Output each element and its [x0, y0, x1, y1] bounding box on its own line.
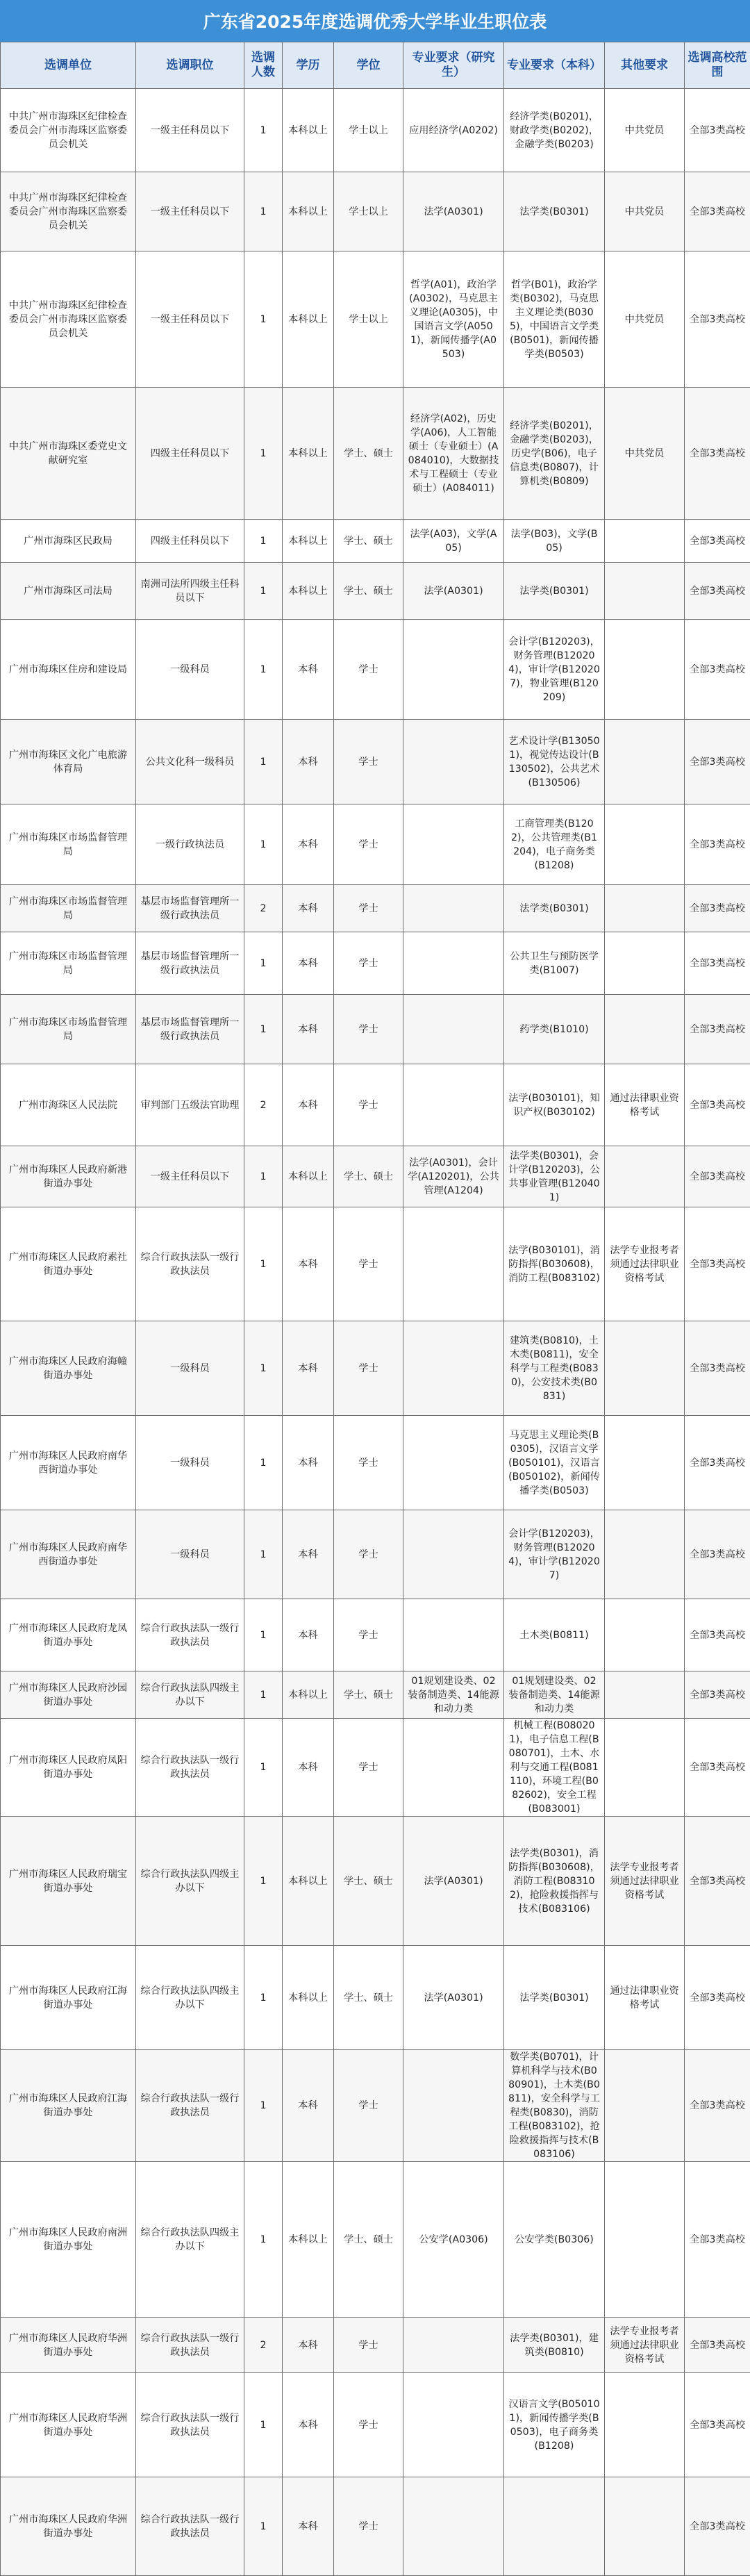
cell-count: 1 — [244, 1671, 283, 1719]
cell-count: 1 — [244, 520, 283, 563]
cell-major-undergrad: 土木类(B0811) — [504, 1599, 605, 1671]
table-row — [1, 1946, 750, 2050]
cell-major-grad: 法学(A0301) — [403, 563, 504, 620]
cell-degree: 学士 — [334, 2373, 403, 2477]
table-row — [1, 388, 750, 520]
cell-unit: 广州市海珠区人民政府江海街道办事处 — [1, 2050, 136, 2162]
cell-position: 综合行政执法队一级行政执法员 — [136, 2477, 244, 2576]
cell-position: 基层市场监督管理所一级行政执法员 — [136, 932, 244, 995]
cell-education: 本科以上 — [283, 388, 334, 520]
cell-major-grad — [403, 2318, 504, 2373]
cell-degree: 学士、硕士 — [334, 2162, 403, 2318]
cell-major-undergrad: 01规划建设类、02装备制造类、14能源和动力类 — [504, 1671, 605, 1719]
cell-other: 法学专业报考者须通过法律职业资格考试 — [605, 2318, 685, 2373]
cell-major-undergrad: 机械工程(B080201)，电子信息工程(B080701)，土木、水利与交通工程(B081110)，环境工程(B082602)，安全工程(B083001) — [504, 1719, 605, 1817]
cell-major-grad — [403, 2050, 504, 2162]
cell-unit: 广州市海珠区市场监督管理局 — [1, 932, 136, 995]
cell-degree: 学士 — [334, 720, 403, 804]
cell-scope: 全部3类高校 — [685, 89, 750, 172]
cell-position: 基层市场监督管理所一级行政执法员 — [136, 995, 244, 1064]
cell-count: 1 — [244, 620, 283, 720]
cell-degree: 学士、硕士 — [334, 563, 403, 620]
table-row — [1, 932, 750, 995]
cell-count: 1 — [244, 2050, 283, 2162]
cell-scope: 全部3类高校 — [685, 1817, 750, 1946]
cell-degree: 学士、硕士 — [334, 1146, 403, 1207]
cell-major-grad: 01规划建设类、02装备制造类、14能源和动力类 — [403, 1671, 504, 1719]
cell-degree: 学士 — [334, 1207, 403, 1321]
cell-other — [605, 932, 685, 995]
cell-scope: 全部3类高校 — [685, 520, 750, 563]
cell-other — [605, 1510, 685, 1599]
header-education: 学历 — [283, 42, 334, 89]
cell-major-undergrad: 工商管理类(B1202)，公共管理类(B1204)，电子商务类(B1208) — [504, 804, 605, 885]
cell-unit: 广州市海珠区人民法院 — [1, 1064, 136, 1146]
cell-count: 1 — [244, 804, 283, 885]
cell-major-grad — [403, 1207, 504, 1321]
cell-position: 综合行政执法队四级主办以下 — [136, 1946, 244, 2050]
cell-degree: 学士、硕士 — [334, 520, 403, 563]
cell-major-undergrad: 法学类(B0301)，会计学(B120203)，公共事业管理(B120401) — [504, 1146, 605, 1207]
cell-scope: 全部3类高校 — [685, 563, 750, 620]
positions-table — [0, 42, 750, 2576]
cell-major-undergrad: 公共卫生与预防医学类(B1007) — [504, 932, 605, 995]
cell-scope: 全部3类高校 — [685, 1671, 750, 1719]
cell-major-grad: 公安学(A0306) — [403, 2162, 504, 2318]
cell-other — [605, 1599, 685, 1671]
cell-degree: 学士、硕士 — [334, 1817, 403, 1946]
header-count: 选调人数 — [244, 42, 283, 89]
cell-other — [605, 2162, 685, 2318]
cell-unit: 广州市海珠区市场监督管理局 — [1, 995, 136, 1064]
header-other: 其他要求 — [605, 42, 685, 89]
cell-major-grad — [403, 995, 504, 1064]
cell-count: 1 — [244, 388, 283, 520]
table-row — [1, 620, 750, 720]
cell-degree: 学士 — [334, 1599, 403, 1671]
cell-major-undergrad: 会计学(B120203)，财务管理(B120204)，审计学(B120207) — [504, 1510, 605, 1599]
cell-major-grad — [403, 1510, 504, 1599]
table-row — [1, 1671, 750, 1719]
cell-education: 本科 — [283, 1064, 334, 1146]
cell-unit: 广州市海珠区人民政府江海街道办事处 — [1, 1946, 136, 2050]
cell-count: 1 — [244, 1510, 283, 1599]
table-row — [1, 1146, 750, 1207]
cell-scope: 全部3类高校 — [685, 1416, 750, 1510]
cell-education: 本科 — [283, 804, 334, 885]
cell-position: 一级主任科员以下 — [136, 251, 244, 388]
cell-other — [605, 2373, 685, 2477]
cell-major-undergrad: 法学类(B0301)，建筑类(B0810) — [504, 2318, 605, 2373]
cell-position: 一级主任科员以下 — [136, 89, 244, 172]
cell-scope: 全部3类高校 — [685, 1207, 750, 1321]
cell-unit: 广州市海珠区司法局 — [1, 563, 136, 620]
cell-count: 1 — [244, 251, 283, 388]
cell-education: 本科 — [283, 1207, 334, 1321]
cell-major-grad — [403, 1416, 504, 1510]
cell-position: 南洲司法所四级主任科员以下 — [136, 563, 244, 620]
cell-other — [605, 720, 685, 804]
cell-major-undergrad: 法学(B030101)，消防指挥(B030608)，消防工程(B083102) — [504, 1207, 605, 1321]
cell-major-grad: 法学(A03)，文学(A05) — [403, 520, 504, 563]
cell-scope: 全部3类高校 — [685, 804, 750, 885]
cell-other — [605, 620, 685, 720]
cell-count: 1 — [244, 1719, 283, 1817]
cell-degree: 学士 — [334, 2318, 403, 2373]
cell-position: 综合行政执法队一级行政执法员 — [136, 1207, 244, 1321]
cell-major-undergrad: 药学类(B1010) — [504, 995, 605, 1064]
cell-position: 四级主任科员以下 — [136, 520, 244, 563]
table-row — [1, 172, 750, 251]
cell-count: 1 — [244, 2477, 283, 2576]
cell-other: 中共党员 — [605, 172, 685, 251]
cell-scope: 全部3类高校 — [685, 2373, 750, 2477]
cell-other — [605, 1146, 685, 1207]
cell-position: 一级主任科员以下 — [136, 172, 244, 251]
cell-major-undergrad: 法学类(B0301) — [504, 885, 605, 932]
cell-scope: 全部3类高校 — [685, 885, 750, 932]
cell-scope: 全部3类高校 — [685, 995, 750, 1064]
cell-other — [605, 563, 685, 620]
table-row — [1, 251, 750, 388]
cell-major-undergrad: 建筑类(B0810)，土木类(B0811)，安全科学与工程类(B0830)，公安技术类(B0831) — [504, 1321, 605, 1416]
cell-major-undergrad: 哲学(B01)，政治学类(B0302)，马克思主义理论类(B0305)，中国语言文学类(B0501)，新闻传播学类(B0503) — [504, 251, 605, 388]
cell-position: 一级科员 — [136, 1510, 244, 1599]
cell-position: 综合行政执法队一级行政执法员 — [136, 2318, 244, 2373]
cell-major-grad: 经济学(A02)，历史学(A06)，人工智能硕士（专业硕士）(A084010)，大数据技术与工程硕士（专业硕士）(A084011) — [403, 388, 504, 520]
cell-major-undergrad — [504, 2477, 605, 2576]
header-position: 选调职位 — [136, 42, 244, 89]
table-row — [1, 1064, 750, 1146]
cell-scope: 全部3类高校 — [685, 2050, 750, 2162]
cell-education: 本科以上 — [283, 563, 334, 620]
cell-count: 2 — [244, 2318, 283, 2373]
cell-other — [605, 995, 685, 1064]
cell-count: 1 — [244, 2373, 283, 2477]
cell-major-grad — [403, 1064, 504, 1146]
header-unit: 选调单位 — [1, 42, 136, 89]
cell-major-undergrad: 法学类(B0301) — [504, 172, 605, 251]
cell-count: 1 — [244, 1599, 283, 1671]
cell-scope: 全部3类高校 — [685, 1064, 750, 1146]
cell-major-grad — [403, 885, 504, 932]
cell-count: 1 — [244, 995, 283, 1064]
cell-other — [605, 520, 685, 563]
cell-unit: 广州市海珠区民政局 — [1, 520, 136, 563]
cell-education: 本科 — [283, 1599, 334, 1671]
cell-degree: 学士 — [334, 1416, 403, 1510]
cell-education: 本科 — [283, 885, 334, 932]
cell-major-grad: 哲学(A01)，政治学(A0302)，马克思主义理论(A0305)，中国语言文学(A0501)，新闻传播学(A0503) — [403, 251, 504, 388]
cell-unit: 中共广州市海珠区委党史文献研究室 — [1, 388, 136, 520]
cell-unit: 广州市海珠区市场监督管理局 — [1, 804, 136, 885]
cell-scope: 全部3类高校 — [685, 388, 750, 520]
cell-other: 法学专业报考者须通过法律职业资格考试 — [605, 1207, 685, 1321]
cell-education: 本科以上 — [283, 1671, 334, 1719]
cell-unit: 广州市海珠区人民政府瑞宝街道办事处 — [1, 1817, 136, 1946]
cell-unit: 中共广州市海珠区纪律检查委员会广州市海珠区监察委员会机关 — [1, 89, 136, 172]
cell-degree: 学士以上 — [334, 251, 403, 388]
cell-position: 一级科员 — [136, 620, 244, 720]
cell-scope: 全部3类高校 — [685, 1599, 750, 1671]
cell-scope: 全部3类高校 — [685, 2477, 750, 2576]
table-header-row — [1, 42, 750, 89]
header-major-grad: 专业要求（研究生） — [403, 42, 504, 89]
cell-scope: 全部3类高校 — [685, 1719, 750, 1817]
cell-education: 本科 — [283, 932, 334, 995]
cell-major-grad — [403, 804, 504, 885]
cell-education: 本科 — [283, 995, 334, 1064]
cell-education: 本科 — [283, 2318, 334, 2373]
cell-education: 本科 — [283, 2050, 334, 2162]
cell-other: 通过法律职业资格考试 — [605, 1064, 685, 1146]
cell-other — [605, 2050, 685, 2162]
cell-degree: 学士以上 — [334, 89, 403, 172]
cell-degree: 学士 — [334, 995, 403, 1064]
cell-unit: 广州市海珠区人民政府南洲街道办事处 — [1, 2162, 136, 2318]
cell-unit: 广州市海珠区人民政府新港街道办事处 — [1, 1146, 136, 1207]
cell-position: 一级科员 — [136, 1321, 244, 1416]
cell-position: 一级主任科员以下 — [136, 1146, 244, 1207]
cell-other: 中共党员 — [605, 388, 685, 520]
cell-major-grad: 法学(A0301) — [403, 172, 504, 251]
cell-education: 本科 — [283, 720, 334, 804]
cell-major-undergrad: 法学类(B0301) — [504, 1946, 605, 2050]
cell-degree: 学士 — [334, 1064, 403, 1146]
cell-other — [605, 2477, 685, 2576]
cell-major-undergrad: 法学(B03)，文学(B05) — [504, 520, 605, 563]
cell-other — [605, 1719, 685, 1817]
cell-other — [605, 1671, 685, 1719]
cell-major-undergrad: 汉语言文学(B050101)，新闻传播学类(B0503)，电子商务类(B1208) — [504, 2373, 605, 2477]
cell-scope: 全部3类高校 — [685, 251, 750, 388]
table-row — [1, 720, 750, 804]
cell-major-undergrad: 法学类(B0301)，消防指挥(B030608)，消防工程(B083102)，抢险救援指挥与技术(B083106) — [504, 1817, 605, 1946]
cell-major-undergrad: 会计学(B120203)，财务管理(B120204)，审计学(B120207)，物业管理(B120209) — [504, 620, 605, 720]
cell-position: 基层市场监督管理所一级行政执法员 — [136, 885, 244, 932]
cell-degree: 学士 — [334, 885, 403, 932]
cell-unit: 广州市海珠区人民政府南华西街道办事处 — [1, 1416, 136, 1510]
cell-unit: 广州市海珠区人民政府华洲街道办事处 — [1, 2477, 136, 2576]
cell-other: 中共党员 — [605, 89, 685, 172]
cell-count: 1 — [244, 1146, 283, 1207]
cell-position: 四级主任科员以下 — [136, 388, 244, 520]
cell-position: 综合行政执法队四级主办以下 — [136, 1817, 244, 1946]
cell-unit: 中共广州市海珠区纪律检查委员会广州市海珠区监察委员会机关 — [1, 251, 136, 388]
cell-count: 1 — [244, 1416, 283, 1510]
table-row — [1, 2318, 750, 2373]
cell-unit: 广州市海珠区人民政府凤阳街道办事处 — [1, 1719, 136, 1817]
cell-position: 综合行政执法队一级行政执法员 — [136, 2050, 244, 2162]
cell-unit: 广州市海珠区人民政府南华西街道办事处 — [1, 1510, 136, 1599]
cell-major-undergrad: 数学类(B0701)，计算机科学与技术(B080901)，土木类(B0811)，安全科学与工程类(B0830)，消防工程(B083102)，抢险救援指挥与技术(B083106) — [504, 2050, 605, 2162]
cell-position: 公共文化科一级科员 — [136, 720, 244, 804]
cell-education: 本科 — [283, 1321, 334, 1416]
cell-education: 本科以上 — [283, 2162, 334, 2318]
cell-other: 法学专业报考者须通过法律职业资格考试 — [605, 1817, 685, 1946]
cell-education: 本科 — [283, 1719, 334, 1817]
cell-position: 综合行政执法队四级主办以下 — [136, 1671, 244, 1719]
cell-degree: 学士 — [334, 620, 403, 720]
cell-degree: 学士、硕士 — [334, 388, 403, 520]
cell-count: 1 — [244, 720, 283, 804]
cell-major-grad — [403, 1719, 504, 1817]
cell-other: 中共党员 — [605, 251, 685, 388]
cell-count: 1 — [244, 932, 283, 995]
cell-count: 1 — [244, 1207, 283, 1321]
cell-position: 综合行政执法队一级行政执法员 — [136, 1599, 244, 1671]
cell-major-grad: 应用经济学(A0202) — [403, 89, 504, 172]
cell-other — [605, 1416, 685, 1510]
cell-major-grad — [403, 2477, 504, 2576]
cell-unit: 广州市海珠区市场监督管理局 — [1, 885, 136, 932]
table-row — [1, 1599, 750, 1671]
table-row — [1, 563, 750, 620]
cell-position: 综合行政执法队一级行政执法员 — [136, 2373, 244, 2477]
table-row — [1, 520, 750, 563]
table-row — [1, 1817, 750, 1946]
cell-position: 一级行政执法员 — [136, 804, 244, 885]
cell-scope: 全部3类高校 — [685, 2318, 750, 2373]
cell-position: 一级科员 — [136, 1416, 244, 1510]
cell-degree: 学士 — [334, 2050, 403, 2162]
cell-unit: 广州市海珠区人民政府华洲街道办事处 — [1, 2373, 136, 2477]
cell-education: 本科以上 — [283, 1817, 334, 1946]
cell-scope: 全部3类高校 — [685, 172, 750, 251]
cell-unit: 广州市海珠区住房和建设局 — [1, 620, 136, 720]
cell-other: 通过法律职业资格考试 — [605, 1946, 685, 2050]
cell-degree: 学士以上 — [334, 172, 403, 251]
cell-education: 本科 — [283, 2373, 334, 2477]
cell-count: 1 — [244, 172, 283, 251]
cell-education: 本科以上 — [283, 520, 334, 563]
cell-education: 本科以上 — [283, 1146, 334, 1207]
cell-major-grad — [403, 720, 504, 804]
cell-scope: 全部3类高校 — [685, 1946, 750, 2050]
cell-major-grad: 法学(A0301) — [403, 1946, 504, 2050]
cell-count: 1 — [244, 1817, 283, 1946]
cell-major-grad — [403, 620, 504, 720]
cell-major-undergrad: 艺术设计学(B130501)，视觉传达设计(B130502)，公共艺术(B130506) — [504, 720, 605, 804]
cell-unit: 中共广州市海珠区纪律检查委员会广州市海珠区监察委员会机关 — [1, 172, 136, 251]
table-row — [1, 804, 750, 885]
cell-education: 本科以上 — [283, 89, 334, 172]
cell-major-undergrad: 马克思主义理论类(B0305)，汉语言文学(B050101)，汉语言(B050102)，新闻传播学类(B0503) — [504, 1416, 605, 1510]
cell-degree: 学士 — [334, 1510, 403, 1599]
cell-education: 本科 — [283, 2477, 334, 2576]
cell-major-grad: 法学(A0301)，会计学(A120201)，公共管理(A1204) — [403, 1146, 504, 1207]
cell-other — [605, 885, 685, 932]
cell-unit: 广州市海珠区人民政府沙园街道办事处 — [1, 1671, 136, 1719]
cell-other — [605, 1321, 685, 1416]
cell-position: 审判部门五级法官助理 — [136, 1064, 244, 1146]
cell-major-grad: 法学(A0301) — [403, 1817, 504, 1946]
table-row — [1, 2477, 750, 2576]
cell-unit: 广州市海珠区人民政府华洲街道办事处 — [1, 2318, 136, 2373]
cell-unit: 广州市海珠区人民政府龙凤街道办事处 — [1, 1599, 136, 1671]
cell-degree: 学士 — [334, 804, 403, 885]
cell-degree: 学士 — [334, 1719, 403, 1817]
cell-degree: 学士 — [334, 932, 403, 995]
cell-position: 综合行政执法队一级行政执法员 — [136, 1719, 244, 1817]
cell-position: 综合行政执法队四级主办以下 — [136, 2162, 244, 2318]
table-row — [1, 2050, 750, 2162]
cell-degree: 学士 — [334, 1321, 403, 1416]
cell-count: 1 — [244, 1946, 283, 2050]
cell-education: 本科 — [283, 620, 334, 720]
cell-unit: 广州市海珠区人民政府海幢街道办事处 — [1, 1321, 136, 1416]
cell-major-undergrad: 经济学类(B0201)，金融学类(B0203)，历史学(B06)，电子信息类(B0807)，计算机类(B0809) — [504, 388, 605, 520]
cell-degree: 学士、硕士 — [334, 1671, 403, 1719]
cell-major-undergrad: 法学(B030101)，知识产权(B030102) — [504, 1064, 605, 1146]
header-scope: 选调高校范围 — [685, 42, 750, 89]
cell-major-undergrad: 经济学类(B0201)，财政学类(B0202)，金融学类(B0203) — [504, 89, 605, 172]
table-row — [1, 2373, 750, 2477]
cell-major-grad — [403, 2373, 504, 2477]
cell-unit: 广州市海珠区人民政府素社街道办事处 — [1, 1207, 136, 1321]
cell-scope: 全部3类高校 — [685, 1510, 750, 1599]
cell-count: 1 — [244, 1321, 283, 1416]
table-row — [1, 995, 750, 1064]
cell-major-grad — [403, 1321, 504, 1416]
cell-education: 本科 — [283, 1510, 334, 1599]
table-row — [1, 2162, 750, 2318]
header-degree: 学位 — [334, 42, 403, 89]
cell-scope: 全部3类高校 — [685, 932, 750, 995]
cell-unit: 广州市海珠区文化广电旅游体育局 — [1, 720, 136, 804]
table-title: 广东省2025年度选调优秀大学毕业生职位表 — [0, 0, 750, 42]
table-row — [1, 1321, 750, 1416]
cell-major-undergrad: 公安学类(B0306) — [504, 2162, 605, 2318]
table-row — [1, 1719, 750, 1817]
cell-scope: 全部3类高校 — [685, 620, 750, 720]
table-row — [1, 1207, 750, 1321]
cell-scope: 全部3类高校 — [685, 2162, 750, 2318]
cell-count: 1 — [244, 563, 283, 620]
table-row — [1, 89, 750, 172]
cell-other — [605, 804, 685, 885]
cell-scope: 全部3类高校 — [685, 720, 750, 804]
table-row — [1, 1510, 750, 1599]
cell-education: 本科以上 — [283, 1946, 334, 2050]
cell-major-grad — [403, 932, 504, 995]
cell-count: 2 — [244, 885, 283, 932]
cell-major-grad — [403, 1599, 504, 1671]
cell-degree: 学士 — [334, 2477, 403, 2576]
cell-major-undergrad: 法学类(B0301) — [504, 563, 605, 620]
cell-scope: 全部3类高校 — [685, 1146, 750, 1207]
table-row — [1, 1416, 750, 1510]
cell-count: 2 — [244, 1064, 283, 1146]
cell-degree: 学士、硕士 — [334, 1946, 403, 2050]
cell-education: 本科以上 — [283, 172, 334, 251]
cell-count: 1 — [244, 89, 283, 172]
header-major-undergrad: 专业要求（本科） — [504, 42, 605, 89]
table-row — [1, 885, 750, 932]
cell-education: 本科以上 — [283, 251, 334, 388]
cell-education: 本科 — [283, 1416, 334, 1510]
cell-count: 1 — [244, 2162, 283, 2318]
cell-scope: 全部3类高校 — [685, 1321, 750, 1416]
